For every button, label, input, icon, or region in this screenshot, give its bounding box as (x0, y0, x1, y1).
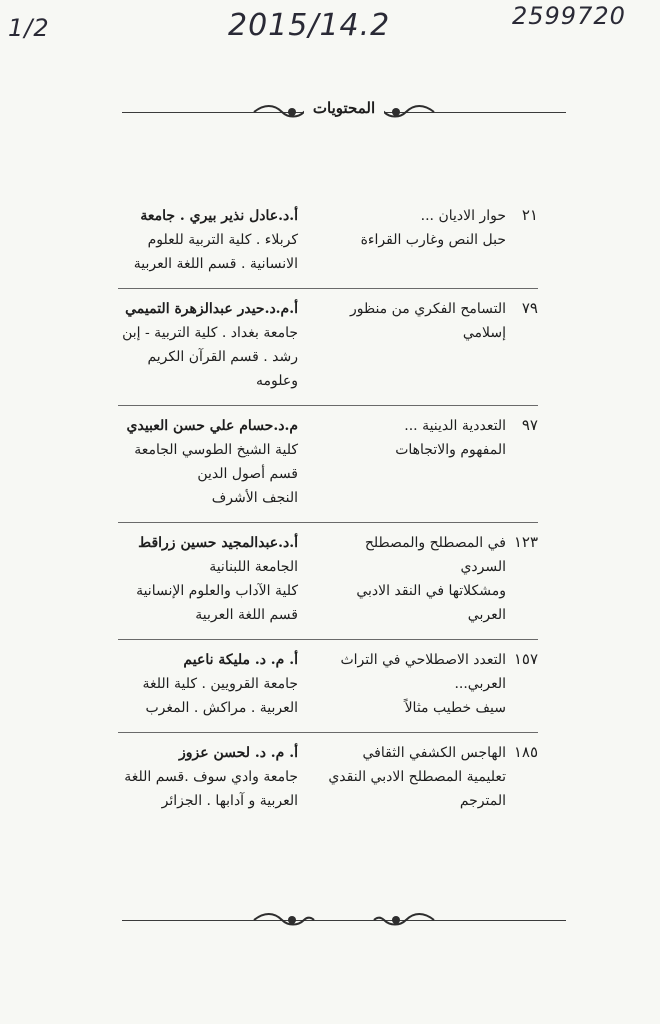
author-name: أ. م. د. لحسن عزوز (179, 745, 298, 761)
author-affiliation: جامعة القرويين . كلية اللغة العربية . مراكش . المغرب (142, 676, 298, 716)
author-affiliation: جامعة بغداد . كلية التربية - إبن رشد . قسم القرآن الكريم وعلومه (122, 325, 298, 389)
author-block (118, 204, 326, 276)
article-title: التعددية الدينية ... المفهوم والاتجاهات (395, 418, 506, 458)
author-name: أ.م.د.حيدر عبدالزهرة التميمي (125, 301, 298, 317)
toc-entry (118, 406, 538, 523)
footer-left-flourish-icon (252, 910, 316, 930)
author-affiliation: الجامعة اللبنانية كلية الآداب والعلوم الإنسانية قسم اللغة العربية (136, 559, 298, 623)
page-number: ١٨٥ (513, 743, 538, 761)
article-title: حوار الاديان ... حبل النص وغارب القراءة (360, 208, 506, 248)
toc-entry (118, 196, 538, 289)
author-name: م.د.حسام علي حسن العبيدي (126, 418, 298, 434)
author-affiliation: كلية الشيخ الطوسي الجامعة قسم أصول الدين النجف الأشرف (134, 442, 298, 506)
author-block (118, 414, 326, 510)
author-affiliation: جامعة وادي سوف .قسم اللغة العربية و آدابها . الجزائر (124, 769, 298, 809)
author-name: أ. م. د. مليكة ناعيم (183, 652, 298, 668)
toc-entry (118, 289, 538, 406)
author-block (118, 531, 326, 627)
author-name: أ.د.عادل نذير بيري . جامعة (140, 208, 298, 224)
toc-entry (118, 640, 538, 733)
page-number: ١٢٣ (513, 533, 538, 551)
page-number: ٩٧ (521, 416, 538, 434)
article-title: التسامح الفكري من منظور إسلامي (349, 301, 506, 341)
handwritten-date: 2015/14.2 (228, 8, 391, 43)
article-title: في المصطلح والمصطلح السردي ومشكلاتها في النقد الادبي العربي (356, 535, 506, 623)
handwritten-page-fraction: 1/2 (8, 14, 50, 42)
table-of-contents (118, 196, 538, 825)
author-block (118, 648, 326, 720)
article-title: الهاجس الكشفي الثقافي تعليمية المصطلح الادبي النقدي المترجم (328, 745, 506, 809)
toc-entry (118, 523, 538, 640)
author-block (118, 297, 326, 393)
page-number: ٢١ (521, 206, 538, 224)
footer-rule (122, 920, 566, 921)
page-number: ٧٩ (521, 299, 538, 317)
author-name: أ.د.عبدالمجيد حسين زراقط (138, 535, 298, 551)
toc-entry (118, 733, 538, 825)
author-affiliation: كربلاء . كلية التربية للعلوم الانسانية . قسم اللغة العربية (133, 232, 298, 272)
footer-right-flourish-icon (372, 910, 436, 930)
article-title: التعدد الاصطلاحي في التراث العربي... سيف خطيب مثالاً (340, 652, 506, 716)
page-number: ١٥٧ (513, 650, 538, 668)
author-block (118, 741, 326, 813)
handwritten-accession-number: 2599720 (512, 2, 626, 30)
page-title: المحتويات (304, 99, 384, 117)
